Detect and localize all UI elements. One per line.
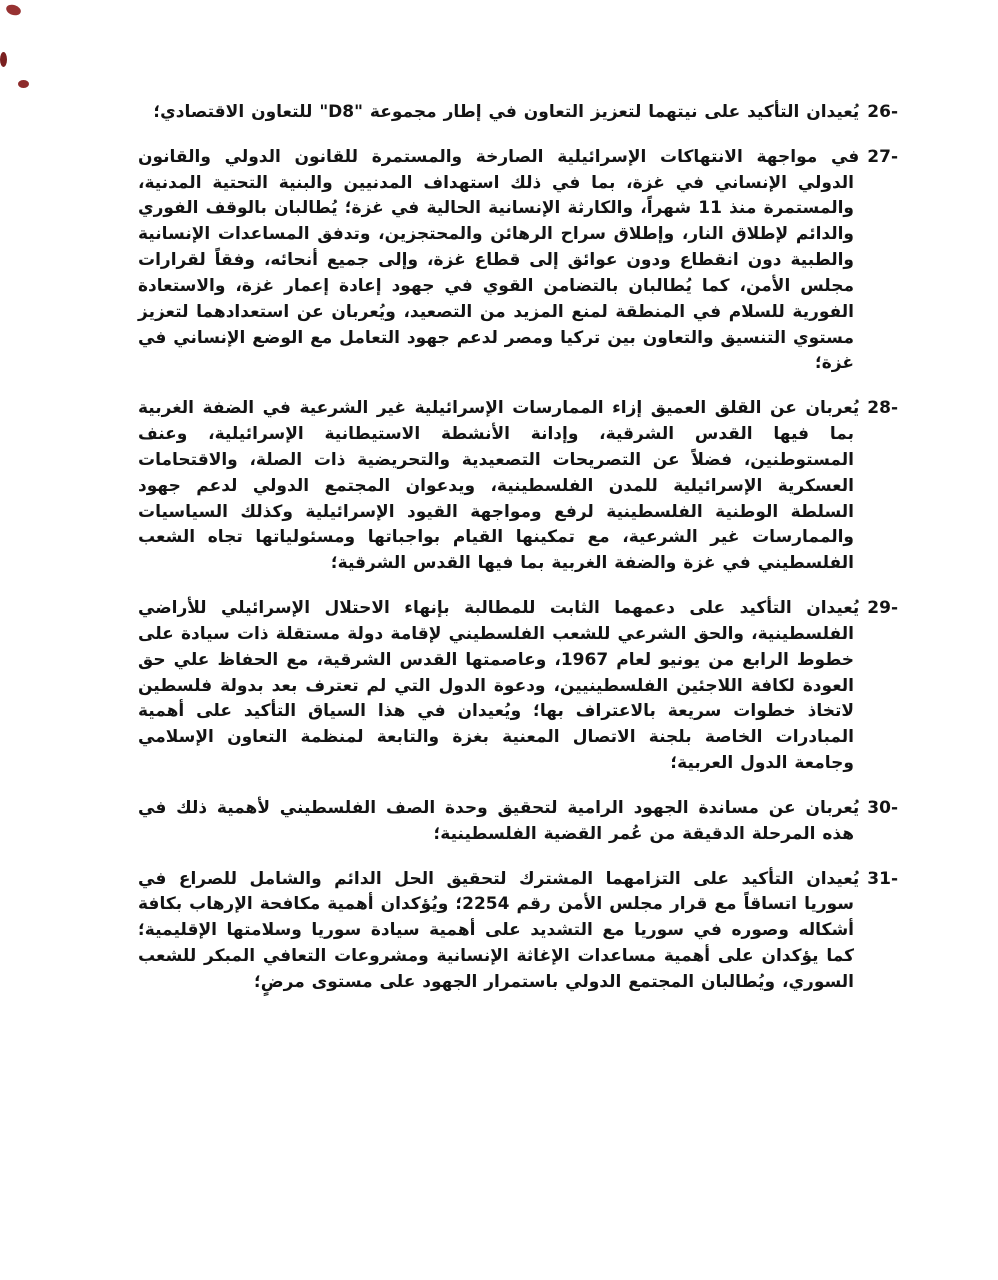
paragraph-31 bbox=[138, 867, 898, 996]
paragraph-number: 30- bbox=[867, 797, 898, 818]
paragraph-text: يُعربان عن مساندة الجهود الرامية لتحقيق وحدة الصف الفلسطيني لأهمية ذلك في هذه المرحلة الدقيقة من عُمر القضية الفلسطينية؛ bbox=[138, 797, 860, 844]
scan-artifact bbox=[18, 80, 29, 88]
paragraph-26 bbox=[138, 100, 898, 126]
paragraph-text: يُعيدان التأكيد على نيتهما لتعزيز التعاون في إطار مجموعة ⁦"D8"⁩ للتعاون الاقتصادي؛ bbox=[153, 102, 860, 122]
paragraph-29 bbox=[138, 596, 898, 777]
paragraph-number: 28- bbox=[867, 398, 898, 419]
paragraph-number: 26- bbox=[867, 102, 898, 122]
scan-artifact bbox=[0, 52, 7, 67]
paragraph-text: يُعربان عن القلق العميق إزاء الممارسات الإسرائيلية غير الشرعية في الضفة الغربية بما فيها القدس الشرقية، وإدانة الأنشطة الاستيطانية الإسرائيلية، وعنف المستوطنين، فضلاً عن التصريحات التصعيدية والتحريضية ذات الصلة، والاقتحامات العسكرية الإسرائيلية للمدن الفلسطينية، ويدعوان المجتمع الدولي لدعم جهود السلطة الوطنية الفلسطينية لرفع ومواجهة القيود الإسرائيلية وكذلك السياسيات والممارسات غير الشرعية، مع تمكينها القيام بواجباتها ومسئولياتها تجاه الشعب الفلسطيني في غزة والضفة الغربية بما فيها القدس الشرقية؛ bbox=[138, 398, 860, 574]
paragraph-27 bbox=[138, 145, 898, 377]
paragraph-number: 27- bbox=[867, 146, 898, 167]
paragraph-30 bbox=[138, 796, 898, 848]
paragraph-number: 29- bbox=[867, 598, 898, 619]
paragraph-number: 31- bbox=[867, 868, 898, 889]
paragraph-text: يُعيدان التأكيد على التزامهما المشترك لتحقيق الحل الدائم والشامل للصراع في سوريا اتساقاً مع قرار مجلس الأمن رقم 2254؛ ويُؤكدان أهمية مكافحة الإرهاب بكافة أشكاله وصوره في سوريا مع التشديد على أهمية سيادة سوريا وسلامتها الإقليمية؛ كما يؤكدان على أهمية مساعدات الإغاثة الإنسانية ومشروعات التعافي المبكر للشعب السوري، ويُطالبان المجتمع الدولي باستمرار الجهود على مستوى مرضٍ؛ bbox=[138, 868, 860, 992]
paragraph-text: في مواجهة الانتهاكات الإسرائيلية الصارخة والمستمرة للقانون الدولي والقانون الدولي الإنساني في غزة، بما في ذلك استهداف المدنيين والبنية التحتية المدنية، والمستمرة منذ 11 شهراً، والكارثة الإنسانية الحالية في غزة؛ يُطالبان بالوقف الفوري والدائم لإطلاق النار، وإطلاق سراح الرهائن والمحتجزين، وتدفق المساعدات الإنسانية والطبية دون انقطاع ودون عوائق إلى قطاع غزة، وإلى جميع أنحائه، وفقاً لقرارات مجلس الأمن، كما يُطالبان بالتضامن القوي في جهود إعادة إعمار غزة، والاستعادة الفورية للسلام في المنطقة لمنع المزيد من التصعيد، ويُعربان عن استعدادهما لتعزيز مستوي التنسيق والتعاون بين تركيا ومصر لدعم جهود التعامل مع الوضع الإنساني في غزة؛ bbox=[138, 146, 860, 374]
paragraph-text: يُعيدان التأكيد على دعمهما الثابت للمطالبة بإنهاء الاحتلال الإسرائيلي للأراضي الفلسطينية، والحق الشرعي للشعب الفلسطيني لإقامة دولة مستقلة ذات سيادة على خطوط الرابع من يونيو لعام 1967، وعاصمتها القدس الشرقية، مع الحفاظ علي حق العودة لكافة اللاجئين الفلسطينيين، ودعوة الدول التي لم تعترف بعد بدولة فلسطين لاتخاذ خطوات سريعة بالاعتراف بها؛ ويُعيدان في هذا السياق التأكيد على أهمية المبادرات الخاصة بلجنة الاتصال المعنية بغزة والتابعة لمنظمة التعاون الإسلامي وجامعة الدول العربية؛ bbox=[138, 598, 860, 774]
paragraph-28 bbox=[138, 396, 898, 577]
